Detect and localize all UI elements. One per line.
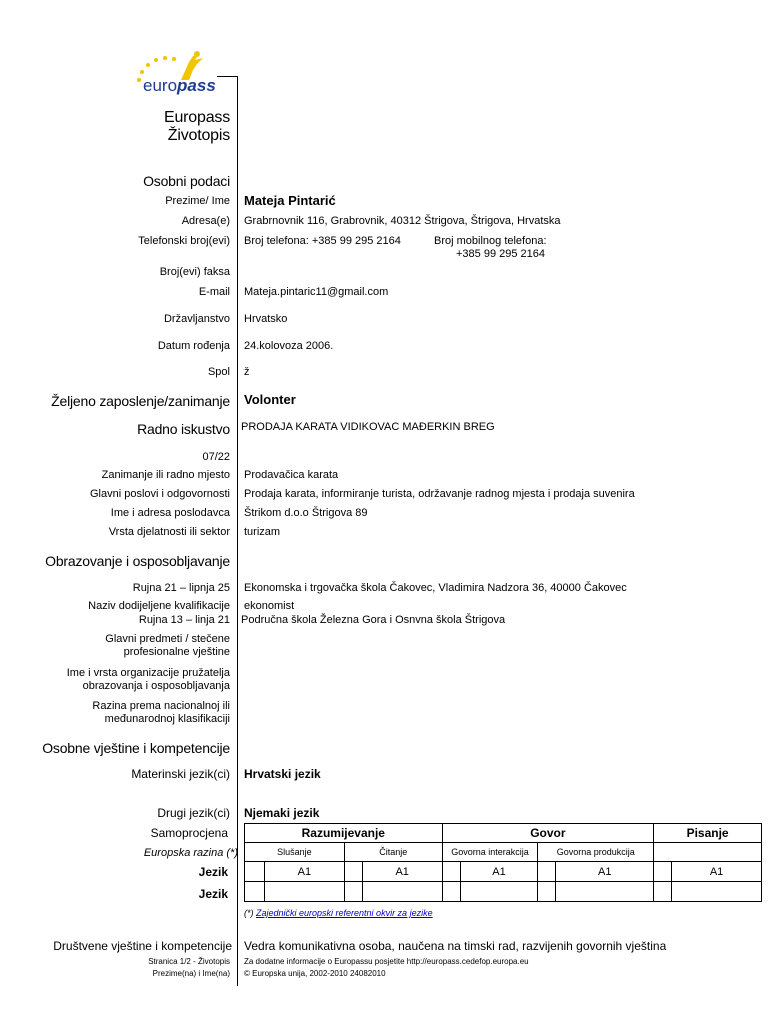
phone-value: Broj telefona: +385 99 295 2164 <box>244 235 401 247</box>
phone-label: Telefonski broj(evi) <box>138 235 230 247</box>
subjects-label-1: Glavni predmeti / stečene <box>105 633 230 645</box>
mobile-label: Broj mobilnog telefona: <box>434 235 547 247</box>
education-school-1: Ekonomska i trgovačka škola Čakovec, Vladimira Nadzora 36, 40000 Čakovec <box>244 582 627 594</box>
name-label: Prezime/ Ime <box>165 195 230 207</box>
logo-text-euro: euro <box>143 76 178 95</box>
experience-date: 07/22 <box>202 451 230 463</box>
social-skills-label: Društvene vještine i kompetencije <box>53 939 232 953</box>
education-date-2: Rujna 13 – linja 21 <box>138 614 230 626</box>
other-language-label: Drugi jezik(ci) <box>157 806 230 820</box>
qualification-value: ekonomist <box>244 600 295 612</box>
cefr-prefix: (*) <box>244 908 256 918</box>
table-row <box>245 882 762 902</box>
header-line <box>217 76 238 77</box>
desired-value: Volonter <box>244 392 296 407</box>
level-production: A1 <box>556 862 654 882</box>
mother-tongue-value: Hrvatski jezik <box>244 767 321 781</box>
fax-label: Broj(evi) faksa <box>159 266 230 278</box>
cefr-link[interactable]: Zajednički europski referentni okvir za jezike <box>256 908 433 918</box>
social-skills-value: Vedra komunikativna osoba, naučena na timski rad, razvijenih govornih vještina <box>244 939 667 953</box>
nationality-label: Državljanstvo <box>163 313 230 325</box>
dob-label: Datum rođenja <box>157 340 230 352</box>
duties-value: Prodaja karata, informiranje turista, održavanje radnog mjesta i prodaja suvenira <box>244 488 635 500</box>
sector-label: Vrsta djelatnosti ili sektor <box>108 526 230 538</box>
section-personal: Osobni podaci <box>143 173 230 189</box>
qualification-label: Naziv dodijeljene kvalifikacije <box>88 600 230 612</box>
address-label: Adresa(e) <box>181 215 230 227</box>
address-value: Grabrnovnik 116, Grabrovnik, 40312 Štrigova, Štrigova, Hrvatska <box>244 215 561 227</box>
employer-label: Ime i adresa poslodavca <box>110 507 230 519</box>
experience-title: PRODAJA KARATA VIDIKOVAC MAĐERKIN BREG <box>241 421 495 433</box>
level-label-2: međunarodnoj klasifikaciji <box>104 713 230 725</box>
employer-value: Štrikom d.o.o Štrigova 89 <box>244 507 368 519</box>
mother-tongue-label: Materinski jezik(ci) <box>131 767 230 781</box>
footer-info: Za dodatne informacije o Europassu posjetite http://europass.cedefop.europa.eu <box>244 957 529 966</box>
europass-logo <box>133 50 223 100</box>
education-date-1: Rujna 21 – lipnja 25 <box>132 582 230 594</box>
language-row-label-1: Jezik <box>198 865 228 879</box>
logo-text-pass: pass <box>177 76 216 95</box>
nationality-value: Hrvatsko <box>244 313 288 325</box>
level-listening: A1 <box>264 862 344 882</box>
mobile-value: +385 99 295 2164 <box>456 248 546 260</box>
desired-label: Željeno zaposlenje/zanimanje <box>51 393 230 409</box>
sub-interaction: Govorna interakcija <box>442 843 538 862</box>
gender-label: Spol <box>207 366 230 378</box>
sector-value: turizam <box>244 526 281 538</box>
level-label-1: Razina prema nacionalnoj ili <box>92 700 230 712</box>
education-school-2: Područna škola Železna Gora i Osnvna škola Štrigova <box>241 614 506 626</box>
gender-value: ž <box>244 366 250 378</box>
duties-label: Glavni poslovi i odgovornosti <box>89 488 230 500</box>
email-label: E-mail <box>198 286 230 298</box>
footer-name: Prezime(na) i Ime(na) <box>152 969 230 978</box>
header-understanding: Razumijevanje <box>245 824 443 843</box>
section-experience: Radno iskustvo <box>137 421 230 437</box>
sub-production: Govorna produkcija <box>538 843 654 862</box>
header-writing: Pisanje <box>654 824 762 843</box>
other-language-value: Njemaki jezik <box>244 806 320 820</box>
subjects-label-2: profesionalne vještine <box>123 646 230 658</box>
name-value: Mateja Pintarić <box>244 193 336 208</box>
level-writing: A1 <box>672 862 762 882</box>
footer-page: Stranica 1/2 - Životopis <box>148 957 230 966</box>
sub-writing-empty <box>654 843 762 862</box>
self-assessment-label: Samoprocjena <box>150 826 228 840</box>
header-speaking: Govor <box>442 824 654 843</box>
dob-value: 24.kolovoza 2006. <box>244 340 334 352</box>
table-row <box>245 862 762 882</box>
cv-title-2: Životopis <box>167 127 230 144</box>
cv-title-1: Europass <box>164 109 230 126</box>
sub-listening: Slušanje <box>245 843 345 862</box>
european-level-label: Europska razina (*) <box>143 847 238 859</box>
footer-copyright: © Europska unija, 2002-2010 24082010 <box>244 969 386 978</box>
level-interaction: A1 <box>460 862 538 882</box>
organisation-label-2: obrazovanja i osposobljavanja <box>82 680 230 692</box>
language-table <box>244 823 762 902</box>
occupation-label: Zanimanje ili radno mjesto <box>101 469 230 481</box>
language-row-label-2: Jezik <box>198 887 228 901</box>
section-skills: Osobne vještine i kompetencije <box>42 740 230 756</box>
occupation-value: Prodavačica karata <box>244 469 339 481</box>
cefr-note <box>244 908 433 918</box>
level-reading: A1 <box>362 862 442 882</box>
section-education: Obrazovanje i osposobljavanje <box>45 553 230 569</box>
email-value: Mateja.pintaric11@gmail.com <box>244 286 389 298</box>
organisation-label-1: Ime i vrsta organizacije pružatelja <box>66 667 230 679</box>
sub-reading: Čitanje <box>344 843 442 862</box>
